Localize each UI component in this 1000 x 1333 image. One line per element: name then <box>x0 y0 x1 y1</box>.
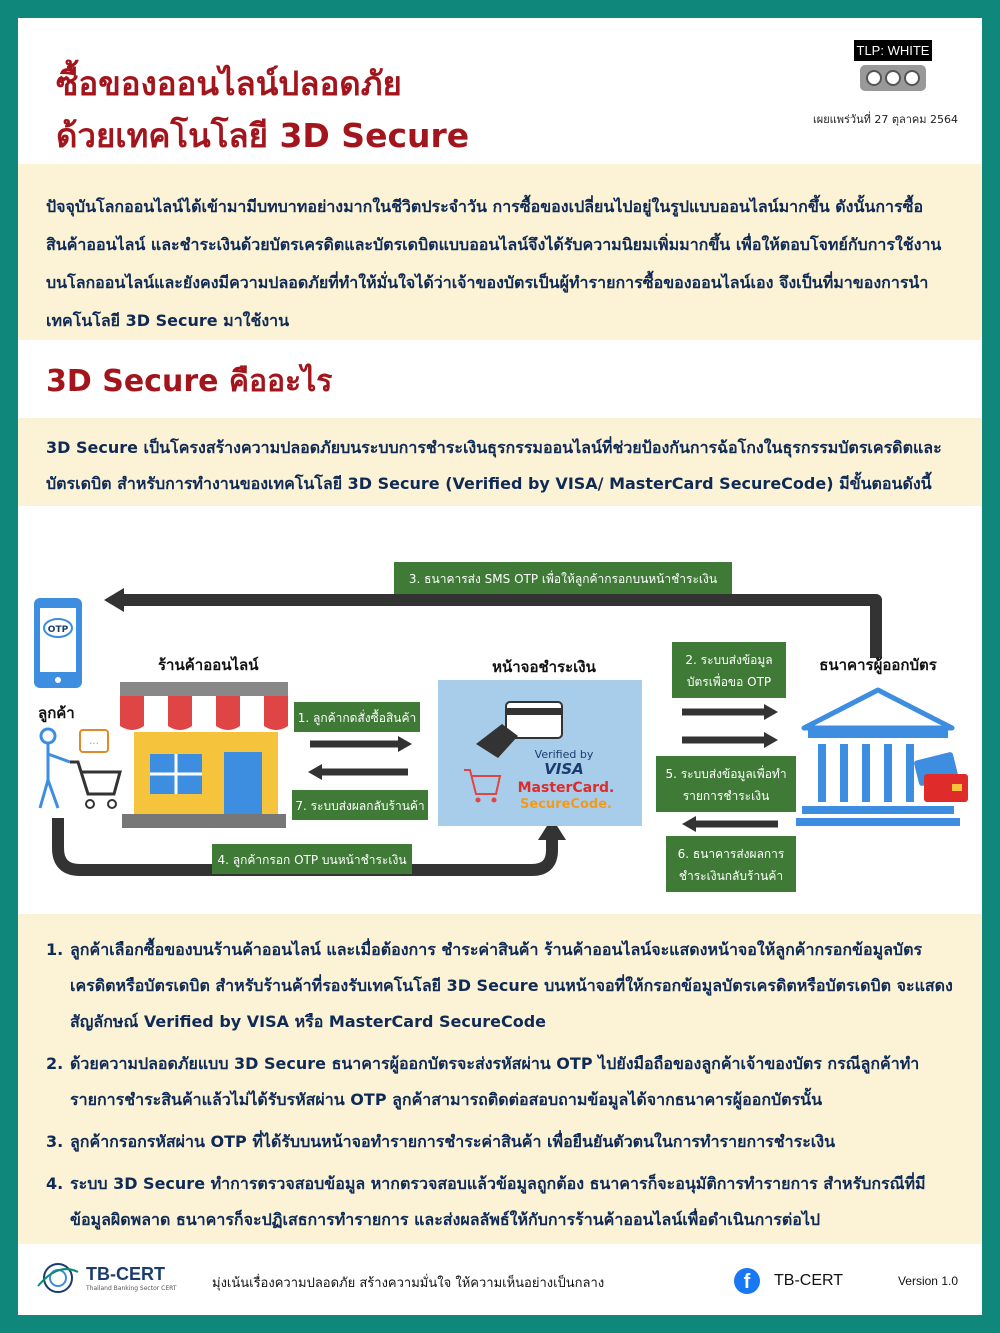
org-name: TB-CERT <box>86 1264 165 1284</box>
step4-label <box>212 844 412 874</box>
version-label: Version 1.0 <box>897 1274 958 1288</box>
phone-icon <box>34 598 82 688</box>
step-text: ระบบ 3D Secure ทำการตรวจสอบข้อมูล หากตรวจสอบแล้วข้อมูลถูกต้อง ธนาคารก็จะอนุมัติการทำรายการ สำหรับกรณีที่มีข้อมูลผิดพลาด ธนาคารก็จะปฏิเสธการทำรายการ และส่งผลลัพธ์ให้กับการร้านค้าออนไลน์เพื่อดำเนินการต่อไป <box>70 1174 926 1229</box>
svg-text:OTP: OTP <box>47 625 69 635</box>
credit-card-icon <box>913 752 968 802</box>
title-line-1: ซื้อของออนไลน์ปลอดภัย <box>56 64 402 103</box>
infographic-sheet <box>18 18 982 1315</box>
list-item <box>46 1046 954 1118</box>
svg-text:1. ลูกค้ากดสั่งซื้อสินค้า: 1. ลูกค้ากดสั่งซื้อสินค้า <box>297 711 417 725</box>
footer-slogan: มุ่งเน้นเรื่องความปลอดภัย สร้างความมั่นใจ ให้ความเห็นอย่างเป็นกลาง <box>212 1276 605 1291</box>
verified-by-text: Verified by <box>534 748 594 761</box>
step-text: ลูกค้าเลือกซื้อของบนร้านค้าออนไลน์ และเมื่อต้องการ ชำระค่าสินค้า ร้านค้าออนไลน์จะแสดงหน้าจอให้ลูกค้ากรอกข้อมูลบัตรเครดิตหรือบัตรเดบิต สำหรับร้านค้าที่รองรับเทคโนโลยี 3D Secure บนหน้าจอที่ให้กรอกข้อมูลบัตรเครดิตหรือบัตรเดบิต จะแสดงสัญลักษณ์ Verified by VISA หรือ MasterCard SecureCode <box>70 940 953 1031</box>
title-line-2: ด้วยเทคโนโลยี 3D Secure <box>56 116 470 155</box>
list-item <box>46 1166 954 1238</box>
org-subtitle: Thailand Banking Sector CERT <box>86 1285 177 1292</box>
shop-label: ร้านค้าออนไลน์ <box>158 656 259 674</box>
shopping-cart-person-icon <box>40 729 120 808</box>
tlp-label: TLP: WHITE <box>854 40 932 61</box>
payment-screen-label: หน้าจอชำระเงิน <box>492 658 596 676</box>
publish-date: เผยแพร่วันที่ 27 ตุลาคม 2564 <box>813 113 958 126</box>
step3-label <box>394 562 732 594</box>
svg-text:6. ธนาคารส่งผลการ: 6. ธนาคารส่งผลการ <box>677 847 785 861</box>
tlp-badge <box>854 40 932 91</box>
steps-panel <box>18 914 982 1244</box>
step-number: 1. <box>46 940 64 959</box>
tbcert-logo <box>36 1258 177 1298</box>
step-text: ด้วยความปลอดภัยแบบ 3D Secure ธนาคารผู้ออกบัตรจะส่งรหัสผ่าน OTP ไปยังมือถือของลูกค้าเจ้าของบัตร กรณีลูกค้าทำรายการชำระสินค้าแล้วไม่ได้รับรหัสผ่าน OTP ลูกค้าสามารถติดต่อสอบถามข้อมูลได้จากธนาคารผู้ออกบัตรนั้น <box>70 1054 920 1109</box>
3d-secure-flow-diagram <box>18 518 982 908</box>
svg-text:7. ระบบส่งผลกลับร้านค้า: 7. ระบบส่งผลกลับร้านค้า <box>295 799 425 813</box>
svg-text:ชำระเงินกลับร้านค้า: ชำระเงินกลับร้านค้า <box>678 869 784 883</box>
step-number: 3. <box>46 1132 64 1151</box>
step1-label <box>294 702 420 732</box>
page-title <box>56 58 776 162</box>
traffic-light-icon <box>860 65 926 91</box>
facebook-icon: f <box>734 1268 760 1294</box>
svg-text:2. ระบบส่งข้อมูล: 2. ระบบส่งข้อมูล <box>685 653 773 667</box>
footer <box>18 1250 982 1315</box>
securecode-logo-text: SecureCode. <box>520 797 612 812</box>
steps-list <box>46 932 954 1238</box>
step2-label <box>672 642 786 698</box>
payment-screen-panel <box>438 680 642 826</box>
svg-text:บัตรเพื่อขอ OTP: บัตรเพื่อขอ OTP <box>686 675 772 689</box>
svg-text:...: ... <box>89 736 99 747</box>
step-number: 2. <box>46 1054 64 1073</box>
step5-label <box>656 756 796 812</box>
list-item <box>46 1124 954 1160</box>
svg-text:4. ลูกค้ากรอก OTP บนหน้าชำระเง: 4. ลูกค้ากรอก OTP บนหน้าชำระเงิน <box>217 853 407 867</box>
list-item <box>46 932 954 1040</box>
tbcert-globe-icon <box>36 1258 80 1298</box>
svg-text:รายการชำระเงิน: รายการชำระเงิน <box>682 789 770 803</box>
intro-paragraph: ปัจจุบันโลกออนไลน์ได้เข้ามามีบทบาทอย่างมากในชีวิตประจำวัน การซื้อของเปลี่ยนไปอยู่ในรูปแบบออนไลน์มากขึ้น ดังนั้นการซื้อสินค้าออนไลน์ และชำระเงินด้วยบัตรเครดิตและบัตรเดบิตแบบออนไลน์จึงได้รับความนิยมเพิ่มมากขึ้น เพื่อให้ตอบโจทย์กับการใช้งานบนโลกออนไลน์และยังคงมีความปลอดภัยที่ทำให้มั่นใจได้ว่าเจ้าของบัตรเป็นผู้ทำรายการซื้อของออนไลน์เอง จึงเป็นที่มาของการนำเทคโนโลยี 3D Secure มาใช้งาน <box>18 164 982 340</box>
visa-logo-text: VISA <box>544 760 584 778</box>
step-text: ลูกค้ากรอกรหัสผ่าน OTP ที่ได้รับบนหน้าจอทำรายการชำระค่าสินค้า เพื่อยืนยันตัวตนในการทำรายการชำระเงิน <box>70 1132 836 1151</box>
section-heading: 3D Secure คืออะไร <box>46 364 333 399</box>
step6-label <box>666 836 796 892</box>
bank-label: ธนาคารผู้ออกบัตร <box>819 656 937 674</box>
facebook-link[interactable] <box>734 1268 843 1294</box>
step7-label <box>292 790 428 820</box>
facebook-page-name: TB-CERT <box>774 1272 844 1289</box>
customer-label: ลูกค้า <box>38 704 75 722</box>
mastercard-logo-text: MasterCard. <box>517 780 615 796</box>
definition-paragraph: 3D Secure เป็นโครงสร้างความปลอดภัยบนระบบการชำระเงินธุรกรรมออนไลน์ที่ช่วยป้องกันการฉ้อโกงในธุรกรรมบัตรเครดิตและบัตรเดบิต สำหรับการทำงานของเทคโนโลยี 3D Secure (Verified by VISA/ MasterCard SecureCode) มีขั้นตอนดังนี้ <box>18 418 982 506</box>
step-number: 4. <box>46 1174 64 1193</box>
online-shop-icon <box>120 682 288 828</box>
svg-text:5. ระบบส่งข้อมูลเพื่อทำ: 5. ระบบส่งข้อมูลเพื่อทำ <box>665 767 787 781</box>
svg-text:3. ธนาคารส่ง SMS OTP เพื่อให้ล: 3. ธนาคารส่ง SMS OTP เพื่อให้ลูกค้ากรอกบนหน้าชำระเงิน <box>408 572 718 586</box>
